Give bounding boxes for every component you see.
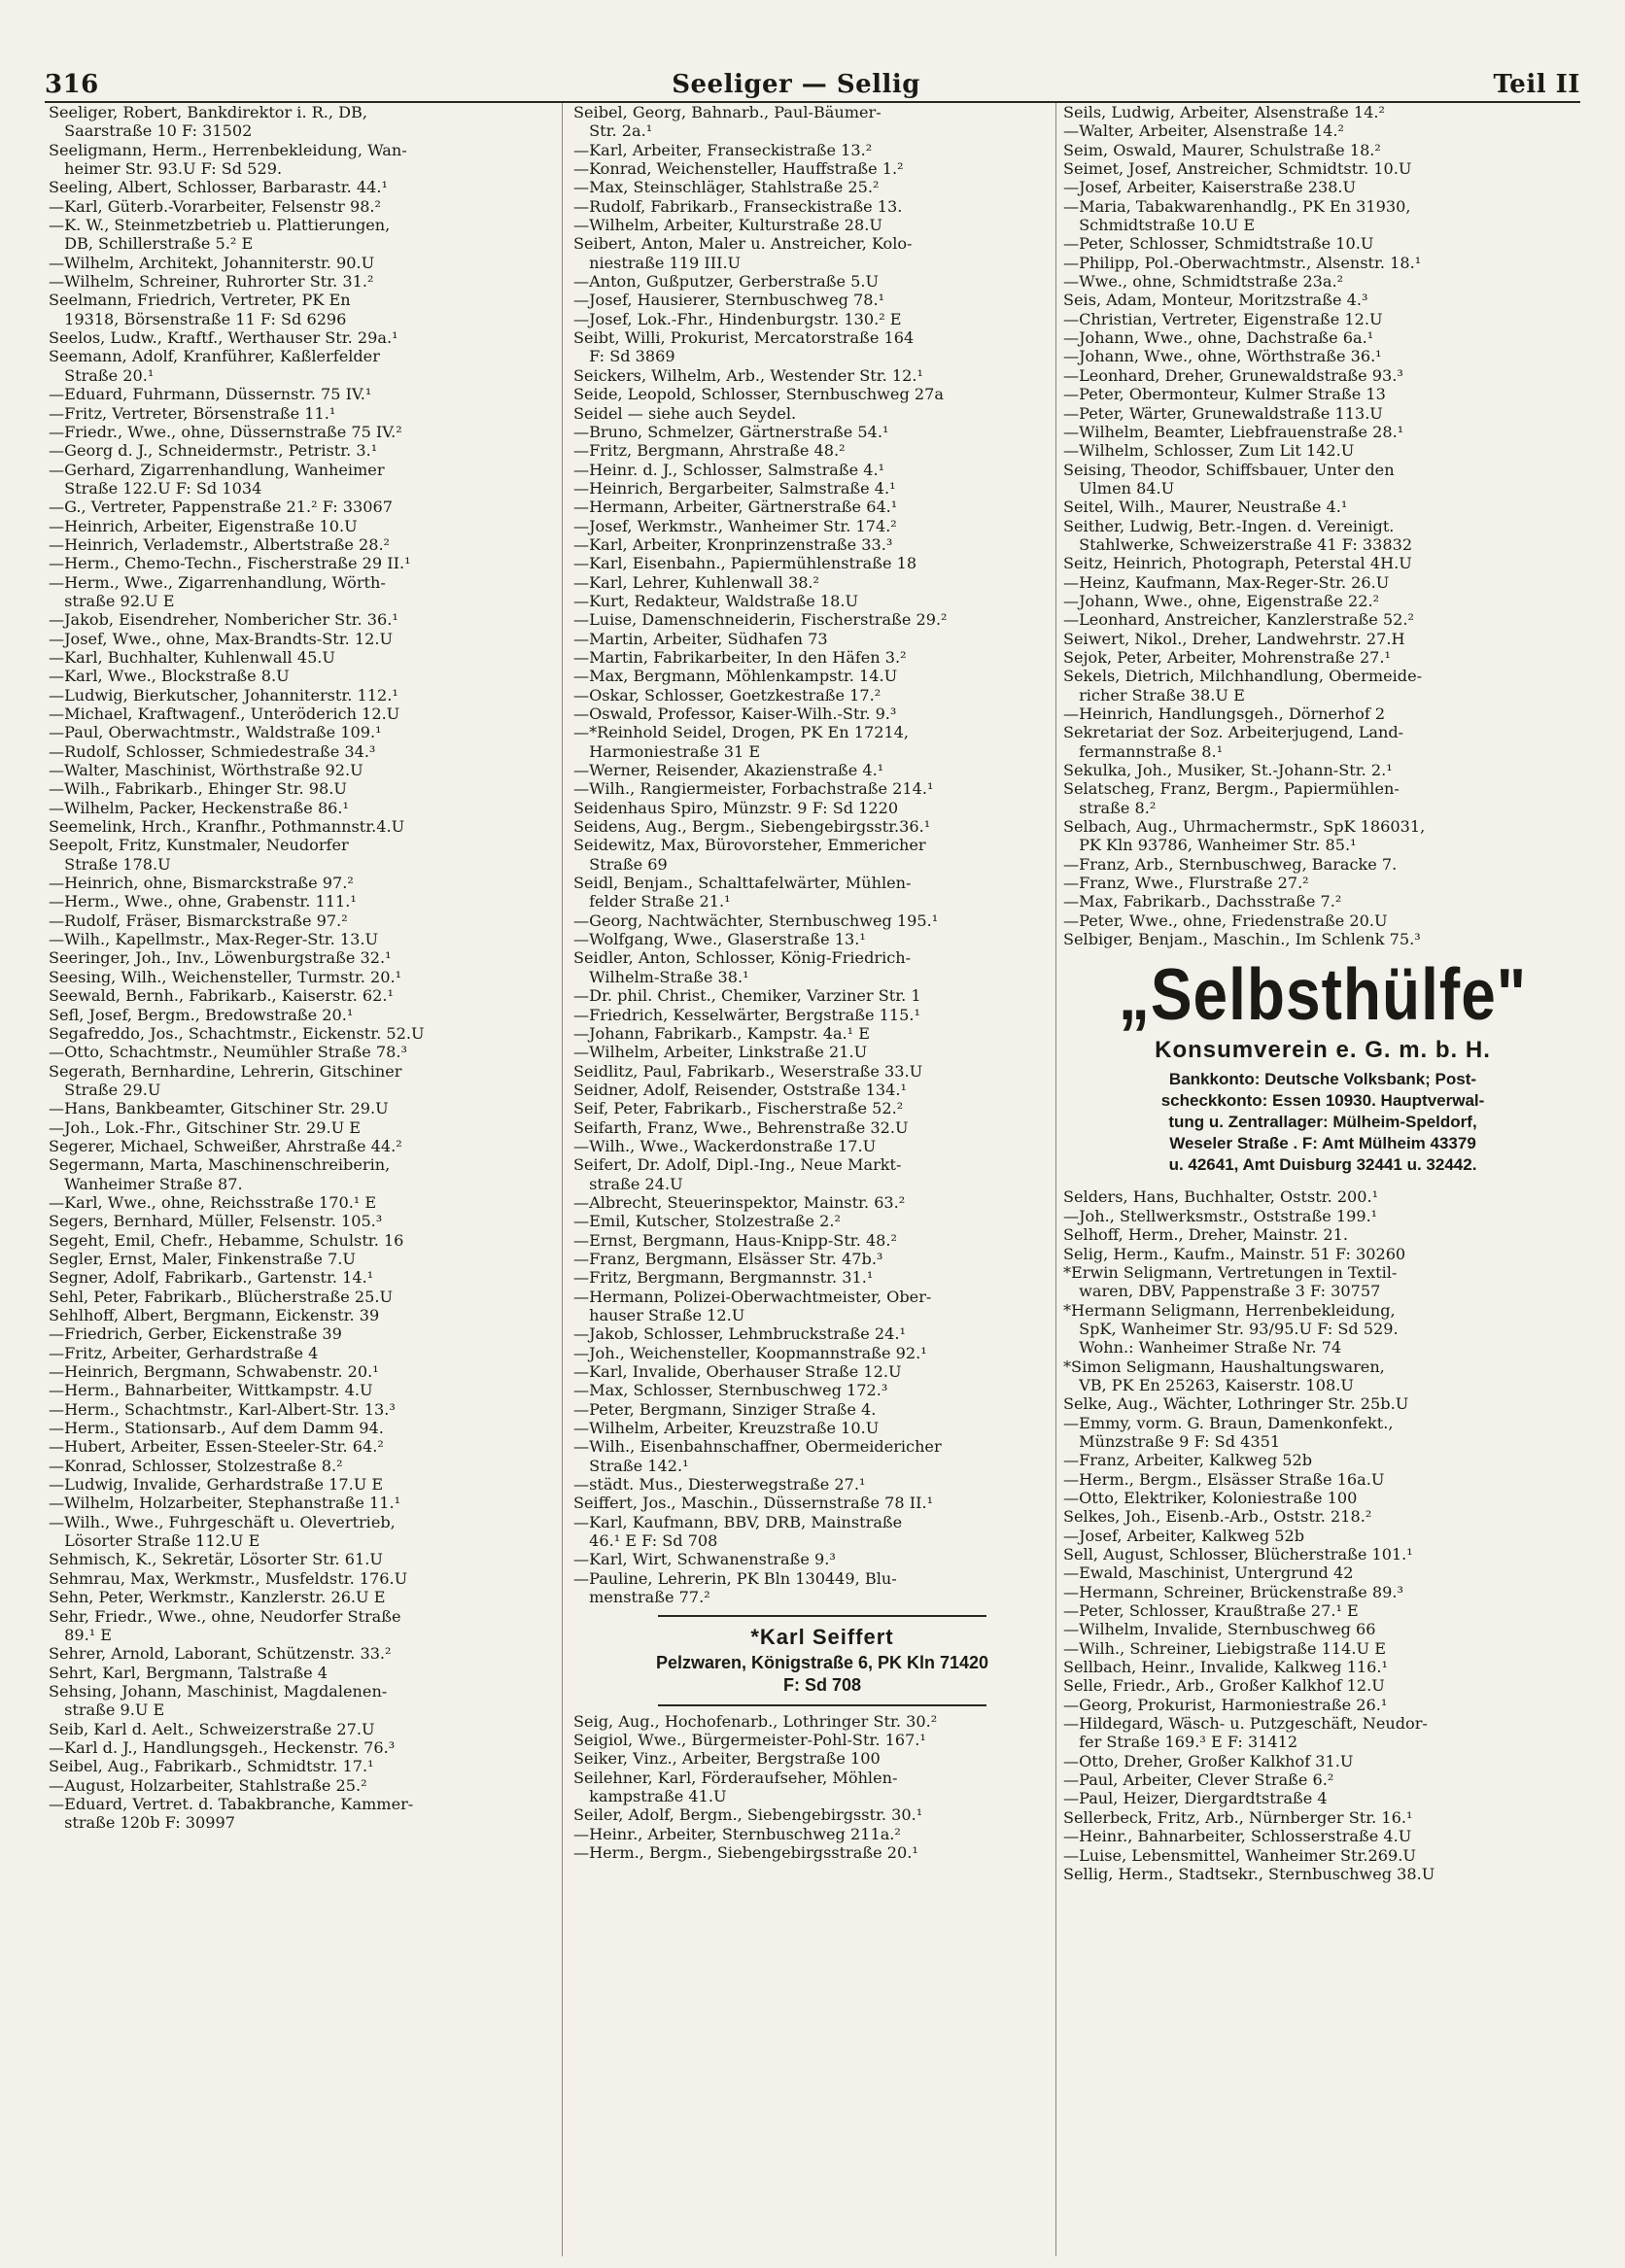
directory-entry-line: Selbach, Aug., Uhrmachermstr., SpK 186031, — [1063, 817, 1426, 837]
directory-entry-line: —Herm., Bergm., Siebengebirgsstraße 20.¹ — [573, 1842, 918, 1862]
directory-entry-line: —Leonhard, Dreher, Grunewaldstraße 93.³ — [1063, 365, 1403, 385]
directory-entry-line: —Heinr. d. J., Schlosser, Salmstraße 4.¹ — [573, 460, 885, 479]
directory-entry-line: *Erwin Seligmann, Vertretungen in Textil- — [1063, 1262, 1398, 1282]
directory-entry-line: —Georg, Nachtwächter, Sternbuschweg 195.¹ — [573, 911, 939, 930]
directory-entry-line: —Franz, Bergmann, Elsässer Str. 47b.³ — [573, 1249, 883, 1268]
column-1 — [49, 103, 556, 1833]
directory-entry-line: Segeht, Emil, Chefr., Hebamme, Schulstr. 16 — [49, 1230, 404, 1250]
directory-entry-line: Seitz, Heinrich, Photograph, Peterstal 4H.U — [1063, 554, 1412, 573]
directory-entry-line: —Rudolf, Schlosser, Schmiedestraße 34.³ — [49, 741, 376, 761]
directory-entry-line: —Karl, Invalide, Oberhauser Straße 12.U — [573, 1362, 902, 1382]
column-3-entries — [1063, 103, 1582, 948]
directory-entry-line: Seiwert, Nikol., Dreher, Landwehrstr. 27.H — [1063, 629, 1405, 648]
directory-entry-line: —Heinrich, Arbeiter, Eigenstraße 10.U — [49, 516, 358, 535]
directory-entry-line: —Jakob, Eisendreher, Nombericher Str. 36.¹ — [49, 610, 398, 630]
directory-entry-line: Seidel — siehe auch Seydel. — [573, 403, 797, 423]
directory-entry-line: —Otto, Schachtmstr., Neumühler Straße 78.³ — [49, 1043, 407, 1062]
directory-entry-line: Seemelink, Hrch., Kranfhr., Pothmannstr.4.U — [49, 817, 405, 837]
directory-entry-line: Seidl, Benjam., Schalttafelwärter, Mühlen- — [573, 874, 912, 893]
directory-entry-line: Seibert, Anton, Maler u. Anstreicher, Kolo- — [573, 234, 913, 254]
directory-entry-line: —Hans, Bankbeamter, Gitschiner Str. 29.U — [49, 1099, 389, 1118]
directory-entry-line: Sehmisch, K., Sekretär, Lösorter Str. 61.U — [49, 1550, 383, 1569]
directory-entry-line: —Fritz, Bergmann, Bergmannstr. 31.¹ — [573, 1268, 874, 1288]
directory-entry-line: Sekretariat der Soz. Arbeiterjugend, Land- — [1063, 723, 1404, 742]
directory-entry-line: Stahlwerke, Schweizerstraße 41 F: 33832 — [1063, 534, 1413, 554]
directory-entry-line: —Werner, Reisender, Akazienstraße 4.¹ — [573, 761, 884, 780]
directory-entry-line: Segerer, Michael, Schweißer, Ahrstraße 44.² — [49, 1136, 402, 1155]
directory-entry-line: richer Straße 38.U E — [1063, 685, 1245, 704]
page-number: 316 — [45, 70, 99, 99]
directory-entry-line: —Herm., Wwe., Zigarrenhandlung, Wörth- — [49, 572, 386, 592]
directory-entry-line: —Johann, Fabrikarb., Kampstr. 4a.¹ E — [573, 1023, 870, 1043]
directory-entry-line: felder Straße 21.¹ — [573, 892, 731, 911]
directory-entry-line: Seib, Karl d. Aelt., Schweizerstraße 27.U — [49, 1719, 375, 1738]
directory-entry-line: Selders, Hans, Buchhalter, Oststr. 200.¹ — [1063, 1187, 1379, 1207]
directory-entry-line: Münzstraße 9 F: Sd 4351 — [1063, 1431, 1281, 1451]
directory-entry-line: —Heinrich, Bergarbeiter, Salmstraße 4.¹ — [573, 478, 896, 498]
directory-entry-line: Seibt, Willi, Prokurist, Mercatorstraße 164 — [573, 328, 915, 348]
directory-entry-line: Seilehner, Karl, Förderaufseher, Möhlen- — [573, 1768, 898, 1787]
directory-entry-line: PK Kln 93786, Wanheimer Str. 85.¹ — [1063, 836, 1357, 855]
directory-entry-line: —Paul, Oberwachtmstr., Waldstraße 109.¹ — [49, 723, 382, 742]
ad-selbsthuelfe-info-line: u. 42641, Amt Duisburg 32441 u. 32442. — [1168, 1155, 1477, 1175]
directory-entry-line: —Herm., Wwe., ohne, Grabenstr. 111.¹ — [49, 892, 357, 911]
directory-entry-line: —Karl, Kaufmann, BBV, DRB, Mainstraße — [573, 1512, 903, 1531]
directory-entry-line: —Karl, Arbeiter, Franseckistraße 13.² — [573, 140, 873, 159]
directory-entry-line: —Peter, Schlosser, Kraußtraße 27.¹ E — [1063, 1601, 1359, 1621]
directory-entry-line: —Fritz, Bergmann, Ahrstraße 48.² — [573, 441, 846, 461]
directory-entry-line: Selbiger, Benjam., Maschin., Im Schlenk 75.³ — [1063, 930, 1421, 949]
directory-entry-line: —Wwe., ohne, Schmidtstraße 23a.² — [1063, 272, 1344, 292]
directory-entry-line: —Wilhelm, Arbeiter, Kulturstraße 28.U — [573, 216, 882, 235]
directory-entry-line: —Jakob, Schlosser, Lehmbruckstraße 24.¹ — [573, 1324, 906, 1344]
directory-entry-line: —G., Vertreter, Pappenstraße 21.² F: 33067 — [49, 498, 394, 517]
directory-entry-line: —Wilh., Eisenbahnschaffner, Obermeidericher — [573, 1437, 942, 1457]
directory-entry-line: —Paul, Heizer, Diergardtstraße 4 — [1063, 1789, 1328, 1808]
directory-entry-line: menstraße 77.² — [573, 1588, 710, 1607]
directory-entry-line: —Dr. phil. Christ., Chemiker, Varziner Str. 1 — [573, 986, 921, 1006]
directory-entry-line: —Emmy, vorm. G. Braun, Damenkonfekt., — [1063, 1413, 1394, 1432]
directory-entry-line: —Karl, Eisenbahn., Papiermühlenstraße 18 — [573, 554, 917, 573]
directory-entry-line: Sellerbeck, Fritz, Arb., Nürnberger Str. 16.¹ — [1063, 1807, 1413, 1827]
directory-entry-line: —Peter, Bergmann, Sinziger Straße 4. — [573, 1399, 877, 1419]
directory-entry-line: F: Sd 3869 — [573, 347, 675, 366]
directory-entry-line: Sehlhoff, Albert, Bergmann, Eickenstr. 39 — [49, 1306, 380, 1324]
directory-entry-line: Selkes, Joh., Eisenb.-Arb., Oststr. 218.² — [1063, 1507, 1372, 1527]
column-2-entries — [573, 103, 1071, 1607]
directory-entry-line: *Simon Seligmann, Haushaltungswaren, — [1063, 1357, 1385, 1376]
directory-entry-line: —Hermann, Polizei-Oberwachtmeister, Ober- — [573, 1287, 932, 1306]
directory-entry-line: —Luise, Damenschneiderin, Fischerstraße 29.² — [573, 610, 948, 630]
directory-entry-line: —Max, Schlosser, Sternbuschweg 172.³ — [573, 1381, 888, 1400]
directory-entry-line: Straße 69 — [573, 854, 668, 874]
column-divider — [562, 103, 563, 2256]
directory-entry-line: —Bruno, Schmelzer, Gärtnerstraße 54.¹ — [573, 422, 889, 441]
directory-entry-line: —Wilhelm, Invalide, Sternbuschweg 66 — [1063, 1620, 1376, 1639]
directory-entry-line: —Peter, Obermonteur, Kulmer Straße 13 — [1063, 385, 1386, 404]
directory-entry-line: —Heinrich, Verlademstr., Albertstraße 28.² — [49, 534, 391, 554]
directory-entry-line: —Wilh., Wwe., Fuhrgeschäft u. Olevertrieb, — [49, 1512, 396, 1531]
directory-entry-line: VB, PK En 25263, Kaiserstr. 108.U — [1063, 1375, 1354, 1394]
directory-entry-line: —Philipp, Pol.-Oberwachtmstr., Alsenstr. 18.¹ — [1063, 253, 1422, 272]
directory-entry-line: Sehmrau, Max, Werkmstr., Musfeldstr. 176.U — [49, 1568, 408, 1588]
directory-entry-line: Straße 122.U F: Sd 1034 — [49, 478, 262, 498]
directory-entry-line: —Karl, Buchhalter, Kuhlenwall 45.U — [49, 647, 335, 667]
directory-entry-line: Straße 178.U — [49, 854, 171, 874]
directory-entry-line: Segler, Ernst, Maler, Finkenstraße 7.U — [49, 1249, 356, 1268]
directory-entry-line: Sefl, Josef, Bergm., Bredowstraße 20.¹ — [49, 1005, 354, 1024]
directory-entry-line: —Joh., Lok.-Fhr., Gitschiner Str. 29.U E — [49, 1117, 362, 1137]
directory-entry-line: Seeligmann, Herm., Herrenbekleidung, Wan- — [49, 140, 407, 159]
directory-entry-line: —Wilhelm, Schlosser, Zum Lit 142.U — [1063, 441, 1355, 461]
directory-entry-line: —Otto, Elektriker, Koloniestraße 100 — [1063, 1488, 1358, 1507]
directory-entry-line: Straße 29.U — [49, 1080, 161, 1099]
directory-entry-line: Seelos, Ludw., Kraftf., Werthauser Str. 29a.¹ — [49, 328, 398, 348]
directory-entry-line: —Karl, Wwe., Blockstraße 8.U — [49, 667, 290, 686]
directory-entry-line: Selatscheg, Franz, Bergm., Papiermühlen- — [1063, 779, 1400, 799]
directory-entry-line: Seiffert, Jos., Maschin., Düssernstraße 78 II.¹ — [573, 1494, 934, 1513]
ad-selbsthuelfe-info-line: Weseler Straße . F: Amt Mülheim 43379 — [1169, 1134, 1476, 1153]
directory-entry-line: Seimet, Josef, Anstreicher, Schmidtstr. 10.U — [1063, 159, 1412, 179]
directory-entry-line: —Rudolf, Fabrikarb., Franseckistraße 13. — [573, 196, 903, 216]
directory-entry-line: —Georg, Prokurist, Harmoniestraße 26.¹ — [1063, 1695, 1388, 1714]
directory-entry-line: Seigiol, Wwe., Bürgermeister-Pohl-Str. 167.¹ — [573, 1730, 926, 1749]
column-2 — [573, 103, 1071, 1862]
directory-entry-line: Straße 142.¹ — [573, 1456, 689, 1475]
ad-selbsthuelfe-info-line: Bankkonto: Deutsche Volksbank; Post- — [1168, 1070, 1477, 1089]
directory-entry-line: Seils, Ludwig, Arbeiter, Alsenstraße 14.² — [1063, 103, 1385, 121]
directory-entry-line: —Konrad, Weichensteller, Hauffstraße 1.² — [573, 159, 904, 179]
directory-entry-line: Sehl, Peter, Fabrikarb., Blücherstraße 25.U — [49, 1287, 394, 1306]
directory-entry-line: Sehn, Peter, Werkmstr., Kanzlerstr. 26.U E — [49, 1588, 386, 1607]
directory-entry-line: Seif, Peter, Fabrikarb., Fischerstraße 52.² — [573, 1099, 904, 1118]
directory-entry-line: Seibel, Aug., Fabrikarb., Schmidtstr. 17.¹ — [49, 1757, 374, 1776]
directory-entry-line: Seidlitz, Paul, Fabrikarb., Weserstraße 33.U — [573, 1061, 923, 1081]
directory-entry-line: —Georg d. J., Schneidermstr., Petristr. 3.¹ — [49, 441, 378, 461]
directory-entry-line: Seidewitz, Max, Bürovorsteher, Emmericher — [573, 836, 926, 855]
directory-entry-line: —Ernst, Bergmann, Haus-Knipp-Str. 48.² — [573, 1230, 897, 1250]
directory-entry-line: —Hildegard, Wäsch- u. Putzgeschäft, Neudor- — [1063, 1714, 1428, 1734]
directory-entry-line: —Wilhelm, Arbeiter, Kreuzstraße 10.U — [573, 1419, 880, 1438]
directory-entry-line: Straße 20.¹ — [49, 365, 155, 385]
directory-entry-line: Wohn.: Wanheimer Straße Nr. 74 — [1063, 1338, 1342, 1357]
directory-entry-line: —Oswald, Professor, Kaiser-Wilh.-Str. 9.³ — [573, 704, 897, 723]
directory-entry-line: —Karl d. J., Handlungsgeh., Heckenstr. 76.³ — [49, 1737, 396, 1757]
page-part: Teil II — [1493, 70, 1580, 99]
directory-entry-line: niestraße 119 III.U — [573, 253, 742, 272]
directory-entry-line: Seepolt, Fritz, Kunstmaler, Neudorfer — [49, 836, 349, 855]
directory-entry-line: Seiler, Adolf, Bergm., Siebengebirgsstr. 30.¹ — [573, 1805, 923, 1825]
directory-entry-line: —Wilhelm, Schreiner, Ruhrorter Str. 31.² — [49, 272, 374, 292]
directory-entry-line: —Ewald, Maschinist, Untergrund 42 — [1063, 1564, 1354, 1583]
directory-entry-line: —Ludwig, Invalide, Gerhardstraße 17.U E — [49, 1475, 384, 1495]
directory-entry-line: —Maria, Tabakwarenhandlg., PK En 31930, — [1063, 196, 1411, 216]
directory-entry-line: —Pauline, Lehrerin, PK Bln 130449, Blu- — [573, 1568, 897, 1588]
directory-entry-line: —Franz, Arbeiter, Kalkweg 52b — [1063, 1451, 1313, 1470]
directory-entry-line: —August, Holzarbeiter, Stahlstraße 25.² — [49, 1775, 367, 1795]
directory-entry-line: —Herm., Chemo-Techn., Fischerstraße 29 II.¹ — [49, 554, 411, 573]
directory-entry-line: Seis, Adam, Monteur, Moritzstraße 4.³ — [1063, 291, 1368, 310]
directory-entry-line: —Luise, Lebensmittel, Wanheimer Str.269.U — [1063, 1845, 1416, 1865]
directory-entry-line: —Johann, Wwe., ohne, Eigenstraße 22.² — [1063, 591, 1380, 610]
directory-entry-line: straße 24.U — [573, 1174, 683, 1193]
directory-entry-line: Seelmann, Friedrich, Vertreter, PK En — [49, 291, 351, 310]
directory-entry-line: —Karl, Güterb.-Vorarbeiter, Felsenstr 98.² — [49, 196, 381, 216]
directory-entry-line: SpK, Wanheimer Str. 93/95.U F: Sd 529. — [1063, 1319, 1399, 1338]
directory-entry-line: Selke, Aug., Wächter, Lothringer Str. 25b.U — [1063, 1394, 1409, 1414]
directory-entry-line: —Ludwig, Bierkutscher, Johanniterstr. 112.¹ — [49, 685, 398, 704]
directory-entry-line: Seidens, Aug., Bergm., Siebengebirgsstr.36.¹ — [573, 817, 931, 837]
directory-entry-line: —Josef, Arbeiter, Kalkweg 52b — [1063, 1526, 1305, 1545]
directory-entry-line: Sejok, Peter, Arbeiter, Mohrenstraße 27.¹ — [1063, 647, 1391, 667]
directory-entry-line: —Wilh., Rangiermeister, Forbachstraße 214.¹ — [573, 779, 934, 799]
directory-entry-line: Sehsing, Johann, Maschinist, Magdalenen- — [49, 1681, 388, 1701]
directory-entry-line: Selle, Friedr., Arb., Großer Kalkhof 12.U — [1063, 1676, 1385, 1696]
directory-entry-line: —Gerhard, Zigarrenhandlung, Wanheimer — [49, 460, 385, 479]
directory-entry-line: —Oskar, Schlosser, Goetzkestraße 17.² — [573, 685, 882, 704]
directory-entry-line: waren, DBV, Pappenstraße 3 F: 30757 — [1063, 1282, 1381, 1301]
directory-entry-line: Seising, Theodor, Schiffsbauer, Unter den — [1063, 460, 1395, 479]
directory-entry-line: straße 92.U E — [49, 591, 175, 610]
directory-entry-line: Wanheimer Straße 87. — [49, 1174, 243, 1193]
directory-entry-line: —Herm., Bahnarbeiter, Wittkampstr. 4.U — [49, 1381, 373, 1400]
ad-karl-seiffert — [573, 1615, 1071, 1706]
directory-entry-line: Sekels, Dietrich, Milchhandlung, Obermeide- — [1063, 667, 1423, 686]
directory-entry-line: —Peter, Schlosser, Schmidtstraße 10.U — [1063, 234, 1374, 254]
directory-entry-line: Seidner, Adolf, Reisender, Oststraße 134.¹ — [573, 1080, 907, 1099]
directory-entry-line: —Konrad, Schlosser, Stolzestraße 8.² — [49, 1456, 343, 1475]
directory-entry-line: —Heinrich, Handlungsgeh., Dörnerhof 2 — [1063, 704, 1386, 723]
directory-entry-line: straße 8.² — [1063, 798, 1157, 817]
directory-entry-line: —Wilh., Schreiner, Liebigstraße 114.U E — [1063, 1638, 1386, 1658]
directory-entry-line: Lösorter Straße 112.U E — [49, 1531, 260, 1551]
directory-entry-line: —Wilhelm, Packer, Heckenstraße 86.¹ — [49, 798, 349, 817]
directory-entry-line: —Fritz, Arbeiter, Gerhardstraße 4 — [49, 1343, 319, 1362]
directory-entry-line: —Hermann, Schreiner, Brückenstraße 89.³ — [1063, 1582, 1403, 1601]
directory-entry-line: —Heinr., Arbeiter, Sternbuschweg 211a.² — [573, 1824, 901, 1843]
directory-entry-line: Seither, Ludwig, Betr.-Ingen. d. Vereinigt. — [1063, 516, 1395, 535]
directory-entry-line: Selig, Herm., Kaufm., Mainstr. 51 F: 30260 — [1063, 1244, 1406, 1263]
directory-entry-line: —Friedrich, Gerber, Eickenstraße 39 — [49, 1324, 342, 1344]
directory-entry-line: —Wilh., Kapellmstr., Max-Reger-Str. 13.U — [49, 930, 379, 949]
directory-entry-line: —Heinr., Bahnarbeiter, Schlosserstraße 4.U — [1063, 1827, 1412, 1846]
directory-entry-line: Wilhelm-Straße 38.¹ — [573, 967, 749, 986]
directory-entry-line: —Johann, Wwe., ohne, Dachstraße 6a.¹ — [1063, 328, 1374, 348]
directory-entry-line: —Heinrich, Bergmann, Schwabenstr. 20.¹ — [49, 1362, 379, 1382]
directory-entry-line: Seeling, Albert, Schlosser, Barbarastr. 44.¹ — [49, 178, 388, 197]
directory-entry-line: —Max, Fabrikarb., Dachsstraße 7.² — [1063, 892, 1342, 911]
directory-entry-line: Sehrt, Karl, Bergmann, Talstraße 4 — [49, 1663, 328, 1682]
directory-entry-line: —Wilhelm, Architekt, Johanniterstr. 90.U — [49, 253, 375, 272]
directory-entry-line: Seifarth, Franz, Wwe., Behrenstraße 32.U — [573, 1117, 909, 1137]
directory-entry-line: —Heinz, Kaufmann, Max-Reger-Str. 26.U — [1063, 572, 1390, 592]
ad-selbsthuelfe — [1063, 952, 1582, 1187]
directory-entry-line: Segermann, Marta, Maschinenschreiberin, — [49, 1155, 391, 1175]
directory-entry-line: —städt. Mus., Diesterwegstraße 27.¹ — [573, 1475, 866, 1495]
directory-entry-line: Seidler, Anton, Schlosser, König-Friedrich- — [573, 948, 912, 968]
directory-entry-line: Saarstraße 10 F: 31502 — [49, 121, 253, 141]
directory-entry-line: —Wilh., Fabrikarb., Ehinger Str. 98.U — [49, 779, 347, 799]
directory-entry-line: —Rudolf, Fräser, Bismarckstraße 97.² — [49, 911, 348, 930]
directory-entry-line: Schmidtstraße 10.U E — [1063, 216, 1256, 235]
directory-entry-line: —Wolfgang, Wwe., Glaserstraße 13.¹ — [573, 930, 866, 949]
directory-entry-line: —Anton, Gußputzer, Gerberstraße 5.U — [573, 272, 880, 292]
directory-entry-line: straße 120b F: 30997 — [49, 1813, 235, 1833]
directory-entry-line: Str. 2a.¹ — [573, 121, 653, 141]
directory-entry-line: —Josef, Werkmstr., Wanheimer Str. 174.² — [573, 516, 897, 535]
directory-entry-line: —Heinrich, ohne, Bismarckstraße 97.² — [49, 874, 354, 893]
directory-entry-line: Segerath, Bernhardine, Lehrerin, Gitschiner — [49, 1061, 402, 1081]
directory-entry-line: heimer Str. 93.U F: Sd 529. — [49, 159, 283, 179]
directory-entry-line: —Josef, Lok.-Fhr., Hindenburgstr. 130.² E — [573, 309, 902, 328]
directory-entry-line: Seitel, Wilh., Maurer, Neustraße 4.¹ — [1063, 498, 1348, 517]
directory-entry-line: —Karl, Wwe., ohne, Reichsstraße 170.¹ E — [49, 1192, 377, 1212]
directory-entry-line: —Joh., Stellwerksmstr., Oststraße 199.¹ — [1063, 1206, 1378, 1225]
directory-entry-line: Seemann, Adolf, Kranführer, Kaßlerfelder — [49, 347, 380, 366]
directory-entry-line: —Fritz, Vertreter, Börsenstraße 11.¹ — [49, 403, 336, 423]
ad-selbsthuelfe-subtitle: Konsumverein e. G. m. b. H. — [1155, 1037, 1491, 1064]
ad-rule — [658, 1615, 986, 1617]
directory-entry-line: —Kurt, Redakteur, Waldstraße 18.U — [573, 591, 859, 610]
ad-selbsthuelfe-info-line: scheckkonto: Essen 10930. Hauptverwal- — [1160, 1091, 1485, 1111]
directory-entry-line: —Joh., Weichensteller, Koopmannstraße 92.¹ — [573, 1343, 927, 1362]
directory-entry-line: Sellbach, Heinr., Invalide, Kalkweg 116.¹ — [1063, 1658, 1388, 1677]
directory-entry-line: Sell, August, Schlosser, Blücherstraße 101.¹ — [1063, 1545, 1413, 1564]
directory-entry-line: —Johann, Wwe., ohne, Wörthstraße 36.¹ — [1063, 347, 1382, 366]
directory-entry-line: —Josef, Hausierer, Sternbuschweg 78.¹ — [573, 291, 885, 310]
ad-seiffert-name: *Karl Seiffert — [750, 1624, 894, 1649]
directory-entry-line: —Karl, Wirt, Schwanenstraße 9.³ — [573, 1550, 836, 1569]
directory-entry-line: 19318, Börsenstraße 11 F: Sd 6296 — [49, 309, 347, 328]
directory-entry-line: —Michael, Kraftwagenf., Unteröderich 12.U — [49, 704, 400, 723]
directory-entry-line: Seide, Leopold, Schlosser, Sternbuschweg 27a — [573, 385, 944, 404]
directory-entry-line: —Peter, Wwe., ohne, Friedenstraße 20.U — [1063, 911, 1388, 930]
directory-entry-line: —Martin, Fabrikarbeiter, In den Häfen 3.² — [573, 647, 907, 667]
directory-entry-line: —Hermann, Arbeiter, Gärtnerstraße 64.¹ — [573, 498, 898, 517]
directory-entry-line: straße 9.U E — [49, 1701, 165, 1720]
page-title: Seeliger — Sellig — [672, 70, 920, 99]
directory-entry-line: DB, Schillerstraße 5.² E — [49, 234, 254, 254]
directory-entry-line: —Friedr., Wwe., ohne, Düssernstraße 75 IV.² — [49, 422, 402, 441]
directory-entry-line: —Walter, Maschinist, Wörthstraße 92.U — [49, 761, 363, 780]
directory-entry-line: —Albrecht, Steuerinspektor, Mainstr. 63.² — [573, 1192, 906, 1212]
directory-entry-line: fermannstraße 8.¹ — [1063, 741, 1224, 761]
directory-entry-line: —Wilhelm, Beamter, Liebfrauenstraße 28.¹ — [1063, 422, 1404, 441]
directory-entry-line: *Hermann Seligmann, Herrenbekleidung, — [1063, 1300, 1396, 1320]
directory-entry-line: Sekulka, Joh., Musiker, St.-Johann-Str. 2.¹ — [1063, 761, 1393, 780]
directory-entry-line: —Friedrich, Kesselwärter, Bergstraße 115.¹ — [573, 1005, 920, 1024]
directory-entry-line: Segers, Bernhard, Müller, Felsenstr. 105.³ — [49, 1212, 383, 1231]
directory-entry-line: Seibel, Georg, Bahnarb., Paul-Bäumer- — [573, 103, 882, 121]
directory-entry-line: —Christian, Vertreter, Eigenstraße 12.U — [1063, 309, 1383, 328]
column-3-entries-tail — [1063, 1187, 1582, 1883]
directory-entry-line: Seickers, Wilhelm, Arb., Westender Str. 12.¹ — [573, 365, 923, 385]
directory-entry-line: Segafreddo, Jos., Schachtmstr., Eickenstr. 52.U — [49, 1023, 425, 1043]
directory-entry-line: —Josef, Wwe., ohne, Max-Brandts-Str. 12.U — [49, 629, 394, 648]
directory-entry-line: —Walter, Arbeiter, Alsenstraße 14.² — [1063, 121, 1344, 141]
directory-entry-line: Sehr, Friedr., Wwe., ohne, Neudorfer Straße — [49, 1606, 401, 1626]
ad-selbsthuelfe-info-line: tung u. Zentrallager: Mülheim-Speldorf, — [1168, 1113, 1477, 1132]
directory-entry-line: —Eduard, Fuhrmann, Düssernstr. 75 IV.¹ — [49, 385, 372, 404]
directory-entry-line: —Herm., Bergm., Elsässer Straße 16a.U — [1063, 1469, 1385, 1489]
directory-entry-line: 89.¹ E — [49, 1625, 113, 1644]
directory-entry-line: hauser Straße 12.U — [573, 1306, 745, 1324]
directory-entry-line: Selhoff, Herm., Dreher, Mainstr. 21. — [1063, 1225, 1348, 1245]
directory-entry-line: —Otto, Dreher, Großer Kalkhof 31.U — [1063, 1751, 1354, 1770]
directory-entry-line: Ulmen 84.U — [1063, 478, 1175, 498]
column-3 — [1063, 103, 1582, 1883]
directory-entry-line: —Herm., Stationsarb., Auf dem Damm 94. — [49, 1419, 384, 1438]
directory-entry-line: —Max, Steinschläger, Stahlstraße 25.² — [573, 178, 880, 197]
directory-entry-line: —Herm., Schachtmstr., Karl-Albert-Str. 13.³ — [49, 1399, 396, 1419]
directory-entry-line: Seidenhaus Spiro, Münzstr. 9 F: Sd 1220 — [573, 798, 899, 817]
directory-entry-line: —Franz, Wwe., Flurstraße 27.² — [1063, 874, 1309, 893]
directory-entry-line: Harmoniestraße 31 E — [573, 741, 761, 761]
directory-entry-line: —Franz, Arb., Sternbuschweg, Baracke 7. — [1063, 854, 1398, 874]
directory-entry-line: Seiker, Vinz., Arbeiter, Bergstraße 100 — [573, 1749, 881, 1769]
directory-entry-line: kampstraße 41.U — [573, 1786, 727, 1805]
directory-entry-line: —Karl, Arbeiter, Kronprinzenstraße 33.³ — [573, 534, 893, 554]
directory-entry-line: —Emil, Kutscher, Stolzestraße 2.² — [573, 1212, 841, 1231]
ad-selbsthuelfe-title: „Selbsthülfe" — [1118, 952, 1528, 1036]
directory-entry-line: Seewald, Bernh., Fabrikarb., Kaiserstr. 62.¹ — [49, 986, 394, 1006]
directory-entry-line: Seesing, Wilh., Weichensteller, Turmstr. 20.¹ — [49, 967, 402, 986]
directory-entry-line: —*Reinhold Seidel, Drogen, PK En 17214, — [573, 723, 910, 742]
directory-entry-line: 46.¹ E F: Sd 708 — [573, 1531, 718, 1551]
directory-entry-line: —Josef, Arbeiter, Kaiserstraße 238.U — [1063, 178, 1357, 197]
directory-entry-line: —Wilh., Wwe., Wackerdonstraße 17.U — [573, 1136, 877, 1155]
ad-selbsthuelfe-info — [1063, 1069, 1582, 1176]
directory-entry-line: —Max, Bergmann, Möhlenkampstr. 14.U — [573, 667, 898, 686]
directory-entry-line: —Wilhelm, Arbeiter, Linkstraße 21.U — [573, 1043, 868, 1062]
directory-entry-line: Segner, Adolf, Fabrikarb., Gartenstr. 14.¹ — [49, 1268, 374, 1288]
ad-rule — [658, 1704, 986, 1706]
directory-entry-line: fer Straße 169.³ E F: 31412 — [1063, 1733, 1298, 1752]
directory-entry-line: Sehrer, Arnold, Laborant, Schützenstr. 33.² — [49, 1644, 392, 1664]
directory-entry-line: —Peter, Wärter, Grunewaldstraße 113.U — [1063, 403, 1383, 423]
directory-entry-line: Seig, Aug., Hochofenarb., Lothringer Str. 30.² — [573, 1711, 938, 1731]
directory-entry-line: —Karl, Lehrer, Kuhlenwall 38.² — [573, 572, 819, 592]
directory-entry-line: Seifert, Dr. Adolf, Dipl.-Ing., Neue Markt- — [573, 1155, 902, 1175]
ad-seiffert-line1: Pelzwaren, Königstraße 6, PK Kln 71420 — [655, 1652, 989, 1672]
directory-entry-line: Seim, Oswald, Maurer, Schulstraße 18.² — [1063, 140, 1381, 159]
directory-entry-line: —Eduard, Vertret. d. Tabakbranche, Kammer- — [49, 1794, 414, 1813]
directory-entry-line: —Leonhard, Anstreicher, Kanzlerstraße 52.² — [1063, 610, 1414, 630]
directory-entry-line: —K. W., Steinmetzbetrieb u. Plattierungen, — [49, 216, 391, 235]
directory-entry-line: —Wilhelm, Holzarbeiter, Stephanstraße 11.¹ — [49, 1494, 401, 1513]
directory-entry-line: Seeringer, Joh., Inv., Löwenburgstraße 32.¹ — [49, 948, 392, 968]
directory-entry-line: —Hubert, Arbeiter, Essen-Steeler-Str. 64.² — [49, 1437, 384, 1457]
directory-entry-line: —Paul, Arbeiter, Clever Straße 6.² — [1063, 1770, 1334, 1790]
ad-seiffert-line2: F: Sd 708 — [782, 1674, 862, 1695]
directory-entry-line: Sellig, Herm., Stadtsekr., Sternbuschweg 38.U — [1063, 1864, 1435, 1883]
directory-entry-line: Seeliger, Robert, Bankdirektor i. R., DB, — [49, 103, 367, 121]
page-header — [45, 60, 1580, 99]
column-2-entries-tail — [573, 1712, 1071, 1863]
directory-entry-line: —Martin, Arbeiter, Südhafen 73 — [573, 629, 828, 648]
